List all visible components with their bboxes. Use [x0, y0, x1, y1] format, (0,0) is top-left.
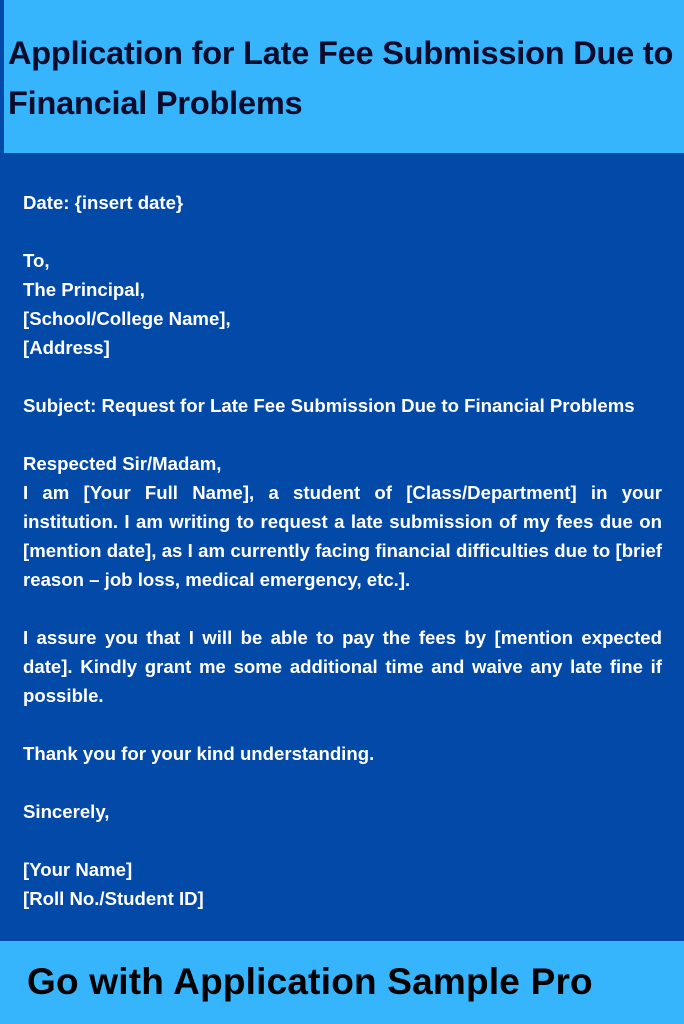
page-title: Application for Late Fee Submission Due to Financial Problems: [8, 35, 674, 121]
body-paragraph-2: I assure you that I will be able to pay the fees by [mention expected date]. Kindly grant me some additional time and waive any late fine if possible.: [23, 627, 662, 706]
letter-body: [23, 188, 662, 913]
spacer: [23, 768, 662, 797]
date-line: Date: {insert date}: [23, 192, 184, 213]
footer-brand-text: Go with Application Sample Pro: [27, 961, 593, 1002]
recipient-to: To,: [23, 250, 50, 271]
body-paragraph-1: I am [Your Full Name], a student of [Class/Department] in your institution. I am writing to request a late submission of my fees due on [mention date], as I am currently facing financial difficulties due to [brief reason – job loss, medical emergency, etc.].: [23, 482, 662, 590]
title-banner: [0, 0, 684, 153]
closing-line: Sincerely,: [23, 801, 110, 822]
recipient-address: [Address]: [23, 337, 110, 358]
thanks-line: Thank you for your kind understanding.: [23, 743, 375, 764]
spacer: [23, 710, 662, 739]
signature-id: [Roll No./Student ID]: [23, 888, 204, 909]
spacer: [23, 362, 662, 391]
subject-line: Subject: Request for Late Fee Submission Due to Financial Problems: [23, 395, 635, 416]
salutation: Respected Sir/Madam,: [23, 453, 222, 474]
recipient-institution: [School/College Name],: [23, 308, 231, 329]
spacer: [23, 217, 662, 246]
footer-banner: [0, 941, 684, 1024]
signature-name: [Your Name]: [23, 859, 133, 880]
recipient-name: The Principal,: [23, 279, 145, 300]
spacer: [23, 420, 662, 449]
spacer: [23, 826, 662, 855]
spacer: [23, 594, 662, 623]
